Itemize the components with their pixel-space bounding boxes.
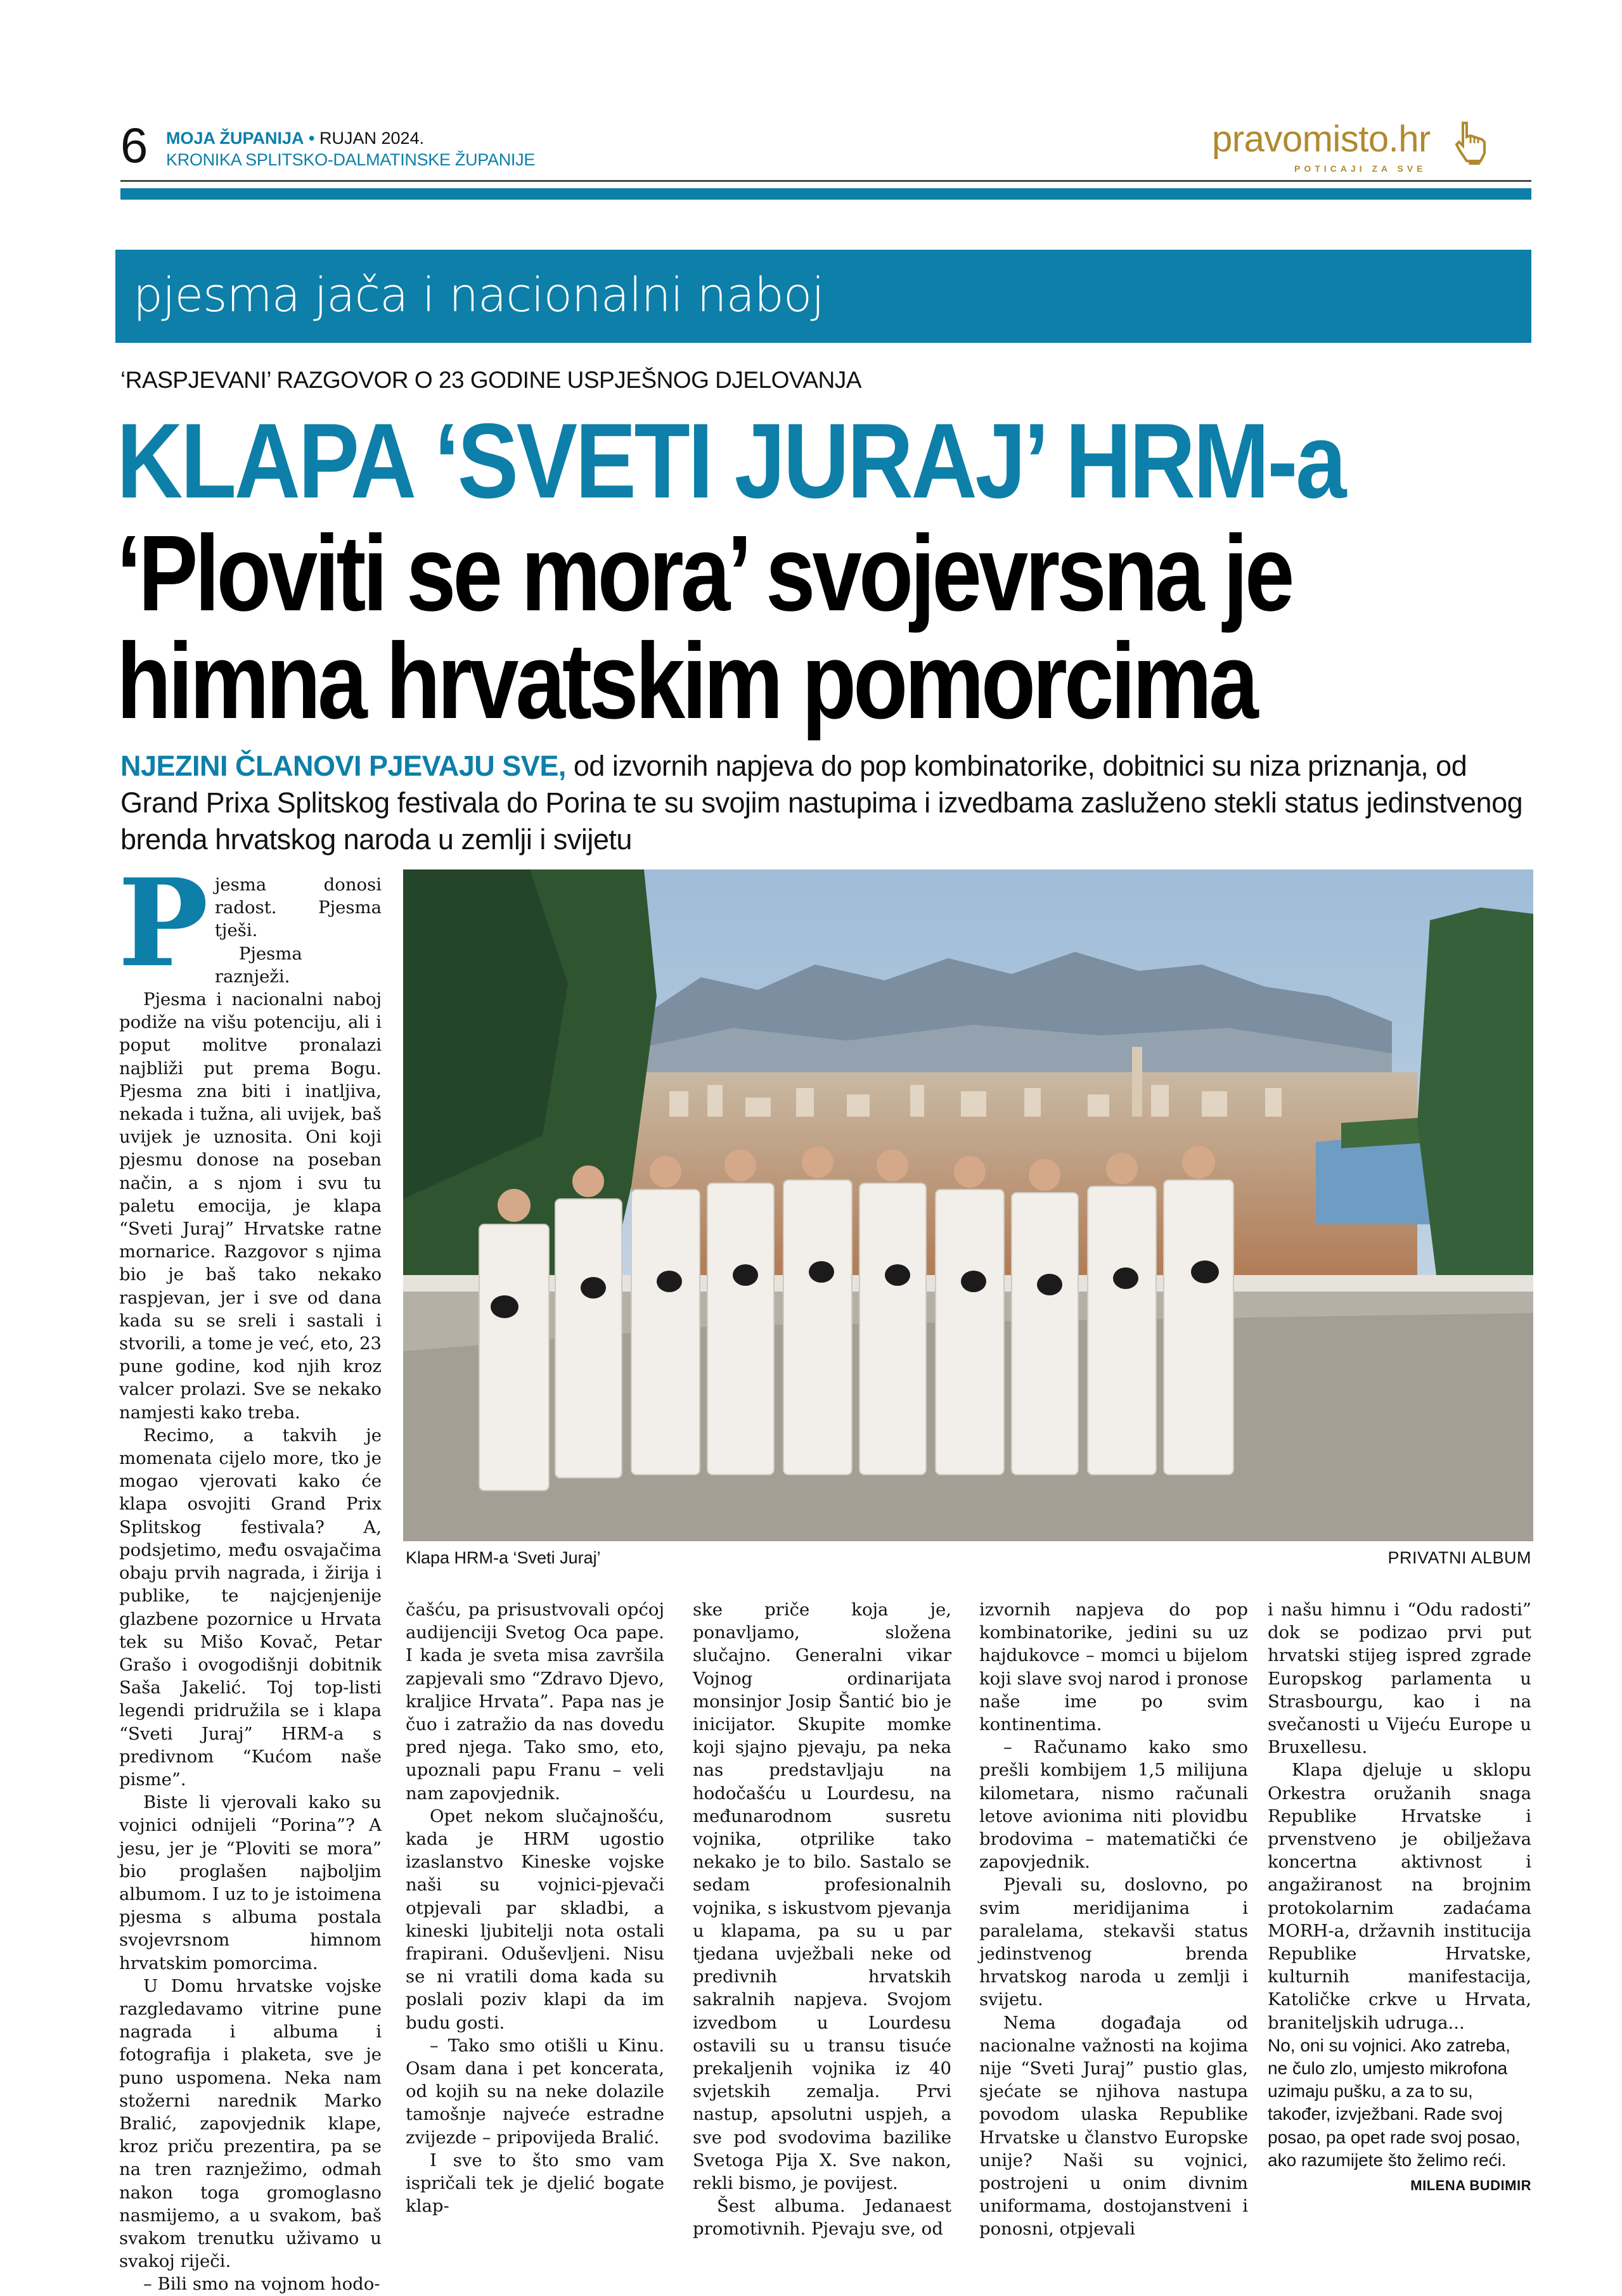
- article-column-1: [118, 852, 382, 2296]
- masthead-line: [166, 128, 424, 148]
- lead-kicker: NJEZINI ČLANOVI PJEVAJU SVE,: [120, 750, 566, 782]
- group-photo-illustration: [403, 869, 1533, 1541]
- headline-line-1: ‘Ploviti se mora’ svojevrsna je: [117, 513, 1292, 634]
- pointing-hand-cursor-icon: [1454, 120, 1490, 165]
- photo-caption: Klapa HRM-a ‘Sveti Juraj’: [406, 1548, 601, 1567]
- masthead-subtitle: KRONIKA SPLITSKO-DALMATINSKE ŽUPANIJE: [166, 150, 536, 169]
- author-byline: MILENA BUDIMIR: [1410, 2177, 1531, 2194]
- section-banner: [115, 250, 1531, 343]
- logo-name: pravomisto.hr: [1212, 119, 1431, 160]
- header-band: [120, 188, 1531, 200]
- paragraph: čašću, pa prisustvovali općoj audijenciji Svetog Oca pape. I kada je sveta misa završila zapjevali smo “Zdravo Djevo, kraljice Hrvata”. Papa nas je čuo i zatražio da nas dovedu pred njega. Tako smo, eto, upoznali papu Franu – veli nam zapovjednik.: [406, 1600, 664, 1804]
- paragraph: ske priče koja je, ponavljamo, složena slučajno. Generalni vikar Vojnog ordinarijata monsinjor Josip Šantić bio je inicijator. Skupite momke koji sjajno pjevaju, pa neka nas predstavljaju na hodočašću u Lourdesu, na međunarodnom susretu vojnika, otprilike tako nekako je to bilo. Sastalo se sedam profesionalnih vojnika, s iskustvom pjevanja u klapama, pa su u par tjedana uvježbali neke od predivnih hrvatskih sakralnih napjeva. Svojom izvedbom u Lourdesu ostavili su u transu tisuće prekaljenih vojnika iz 40 svjetskih zemalja. Prvi nastup, apsolutni uspjeh, a sve pod svodovima bazilike Svetoga Pija X. Sve nakon, rekli bismo, je povijest.: [693, 1600, 951, 2194]
- paragraph: jesma donosi radost. Pjesma tješi.: [214, 875, 382, 941]
- article-photo: [403, 869, 1533, 1541]
- issue-date: RUJAN 2024.: [319, 129, 425, 148]
- paragraph: U Domu hrvatske vojske razgledavamo vitrine pune nagrada i albuma i fotografija i plaketa, sve je puno uspomena. Neka nam stožerni narednik Marko Bralić, zapovjednik klape, kroz priču prezentira, pa se na tren raznježimo, odmah nakon toga gromoglasno nasmijemo, a u svakom, baš svakom trenutku uživamo u svakoj riječi.: [119, 1975, 382, 2272]
- article-column-2: [406, 1598, 664, 2217]
- paragraph: i našu himnu i “Odu radosti” dok se podizao prvi put hrvatski stijeg ispred zgrade Europskog parlamenta u Strasbourgu, kao i na svečanosti u Vijeću Europe u Bruxellesu.: [1268, 1600, 1531, 1758]
- paragraph: izvornih napjeva do pop kombinatorike, jedini su uz hajdukovce – momci u bijelom koji slave svoj narod i pronose naše ime po svim kontinentima.: [979, 1600, 1248, 1735]
- headline-primary: KLAPA ‘SVETI JURAJ’ HRM-a: [117, 401, 1345, 520]
- publication-name: MOJA ŽUPANIJA: [166, 129, 304, 148]
- separator-dot: •: [309, 129, 315, 148]
- closing-note: No, oni su vojnici. Ako zatreba, ne čulo zlo, umjesto mikrofona uzimaju pušku, a za to su, također, izvježbani. Rade svoj posao, pa opet rade svoj posao, ako razumijete što želimo reći.: [1268, 2035, 1521, 2170]
- header-rule: [120, 180, 1531, 182]
- photo-credit: PRIVATNI ALBUM: [1387, 1548, 1531, 1567]
- paragraph: – Računamo kako smo prešli kombijem 1,5 milijuna kilometara, nismo računali letove avionima niti plovidbu brodovima – matematički će zapovjednik.: [979, 1737, 1248, 1873]
- paragraph: Klapa djeluje u sklopu Orkestra oružanih snaga Republike Hrvatske i prvenstveno je obilježava koncertna aktivnost i angažiranost na brojnim protokolarnim zadaćama MORH-a, državnih institucija Republike Hrvatske, kulturnih manifestacija, Katoličke crkve u Hrvata, braniteljskih udruga...: [1268, 1760, 1531, 2033]
- paragraph: – Bili smo na vojnom hodo-: [143, 2274, 380, 2295]
- headline-secondary: [117, 513, 1292, 741]
- page-number: 6: [120, 117, 148, 173]
- lead-text: od izvornih napjeva do pop kombinatorike, dobitnici su niza priznanja, od Grand Prixa Splitskog festivala do Porina te su svojim nastupima i izvedbama zasluženo stekli status jedinstvenog brenda hrvatskog naroda u zemlji i svijetu: [120, 750, 1523, 856]
- headline-line-2: himna hrvatskim pomorcima: [117, 621, 1256, 741]
- section-title: pjesma jača i nacionalni naboj: [133, 268, 824, 323]
- paragraph: – Tako smo otišli u Kinu. Osam dana i pet koncerata, od kojih su na neke dolazile tamošnje najveće estradne zvijezde – pripovijeda Bralić.: [406, 2035, 664, 2148]
- article-column-4: [979, 1598, 1248, 2241]
- paragraph: Pjevali su, doslovno, po svim meridijanima i paralelama, stekavši status jedinstvenog brenda hrvatskog naroda u zemlji i svijetu.: [979, 1875, 1248, 2010]
- article-kicker: ‘RASPJEVANI’ RAZGOVOR O 23 GODINE USPJEŠNOG DJELOVANJA: [120, 367, 861, 393]
- paragraph: Šest albuma. Jedanaest promotivnih. Pjevaju sve, od: [693, 2196, 951, 2240]
- paragraph: Pjesma i nacionalni naboj podiže na višu potenciju, ali i poput molitve pronalazi najbliži put prema Bogu. Pjesma zna biti i inatljiva, nekada i tužna, ali uvijek, baš uvijek je uznosita. Oni koji pjesmu donose na poseban način, a s njom i svu tu paletu emocija, je klapa “Sveti Juraj” Hrvatske ratne mornarice. Razgovor s njima bio je baš tako nekako raspjevan, jer i sve od dana kada su se sreli i sastali i stvorili, a tome je već, eto, 23 pune godine, kod njih kroz valcer prolazi. Sve se nekako namjesti kako treba.: [119, 989, 382, 1423]
- paragraph: Biste li vjerovali kako su vojnici odnijeli “Porina”? A jesu, jer je “Ploviti se mora” bio proglašen najboljim albumom. I uz to je istoimena pjesma s albuma postala svojevrsnom himnom hrvatskim pomorcima.: [119, 1792, 382, 1973]
- drop-cap: P: [118, 852, 209, 994]
- paragraph: I sve to što smo vam ispričali tek je djelić bogate klap-: [406, 2150, 664, 2217]
- article-lead: [120, 748, 1531, 858]
- paragraph: Nema događaja od nacionalne važnosti na kojima nije “Sveti Juraj” pustio glas, sjećate se njihova nastupa povodom ulaska Republike Hrvatske u članstvo Europske unije? Naši su vojnici, postrojeni u onim divnim uniformama, dostojanstveni i ponosni, otpjevali: [979, 2012, 1248, 2240]
- article-column-5: [1268, 1598, 1531, 2197]
- paragraph: Pjesma raznježi.: [214, 943, 302, 987]
- logo-tagline: POTICAJI ZA SVE: [1294, 164, 1427, 174]
- paragraph: Recimo, a takvih je momenata cijelo more, tko je mogao vjerovati kako će klapa osvojiti Grand Prix Splitskog festivala? A, podsjetimo, među osvajačima obaju prvih nagrada, i žirija i publike, te najcjenjenije glazbene pozornice u Hrvata tek su Mišo Kovač, Petar Grašo i ovogodišnji dobitnik Saša Jakelić. Toj top-listi legendi pridružila se i klapa “Sveti Juraj” HRM-a s predivnom “Kućom naše pisme”.: [119, 1425, 382, 1790]
- paragraph: Opet nekom slučajnošću, kada je HRM ugostio izaslanstvo Kineske vojske naši su vojnici-pjevači otpjevali par skladbi, a kineski ljubitelji nota ostali frapirani. Oduševljeni. Nisu se ni vratili doma kada su poslali poziv klapi da im budu gosti.: [406, 1805, 664, 2033]
- article-column-3: [693, 1598, 951, 2241]
- pravomisto-logo[interactable]: [1212, 119, 1542, 189]
